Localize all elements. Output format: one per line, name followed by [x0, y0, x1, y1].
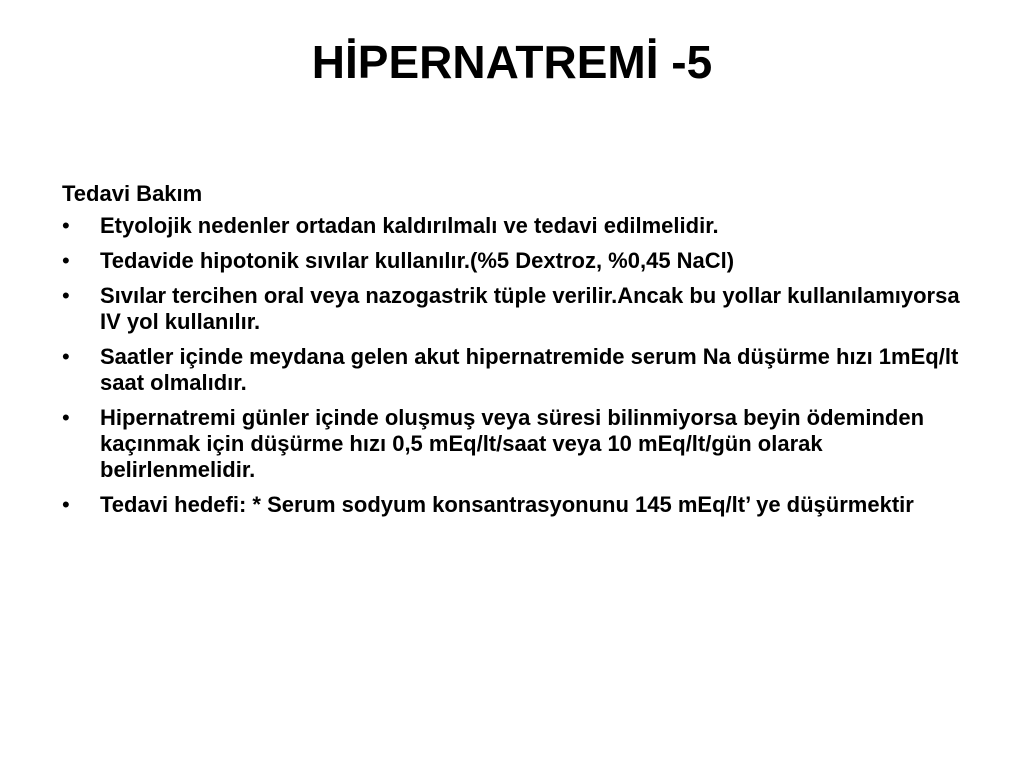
bullet-icon: •	[62, 283, 70, 308]
bullet-item	[62, 248, 962, 274]
section-heading: Tedavi Bakım	[62, 181, 203, 206]
bullet-icon: •	[62, 248, 70, 273]
slide-body	[62, 181, 962, 527]
bullet-item	[62, 283, 962, 335]
bullet-text: Etyolojik nedenler ortadan kaldırılmalı ve tedavi edilmelidir.	[100, 213, 719, 238]
bullet-text: Tedavi hedefi: * Serum sodyum konsantrasyonunu 145 mEq/lt’ ye düşürmektir	[100, 492, 914, 517]
bullet-icon: •	[62, 213, 70, 238]
bullet-text: Saatler içinde meydana gelen akut hipernatremide serum Na düşürme hızı 1mEq/lt saat olmalıdır.	[100, 344, 959, 395]
bullet-item	[62, 492, 962, 518]
bullet-icon: •	[62, 405, 70, 430]
bullet-text: Sıvılar tercihen oral veya nazogastrik tüple verilir.Ancak bu yollar kullanılamıyorsa IV yol kullanılır.	[100, 283, 960, 334]
bullet-item	[62, 405, 962, 483]
bullet-list	[62, 213, 962, 518]
bullet-item	[62, 344, 962, 396]
bullet-item	[62, 213, 962, 239]
bullet-text: Hipernatremi günler içinde oluşmuş veya süresi bilinmiyorsa beyin ödeminden kaçınmak için düşürme hızı 0,5 mEq/lt/saat veya 10 mEq/lt/gün olarak belirlenmelidir.	[100, 405, 925, 482]
slide-title: HİPERNATREMİ -5	[311, 36, 713, 88]
bullet-icon: •	[62, 492, 70, 517]
bullet-icon: •	[62, 344, 70, 369]
bullet-text: Tedavide hipotonik sıvılar kullanılır.(%5 Dextroz, %0,45 NaCl)	[100, 248, 735, 273]
